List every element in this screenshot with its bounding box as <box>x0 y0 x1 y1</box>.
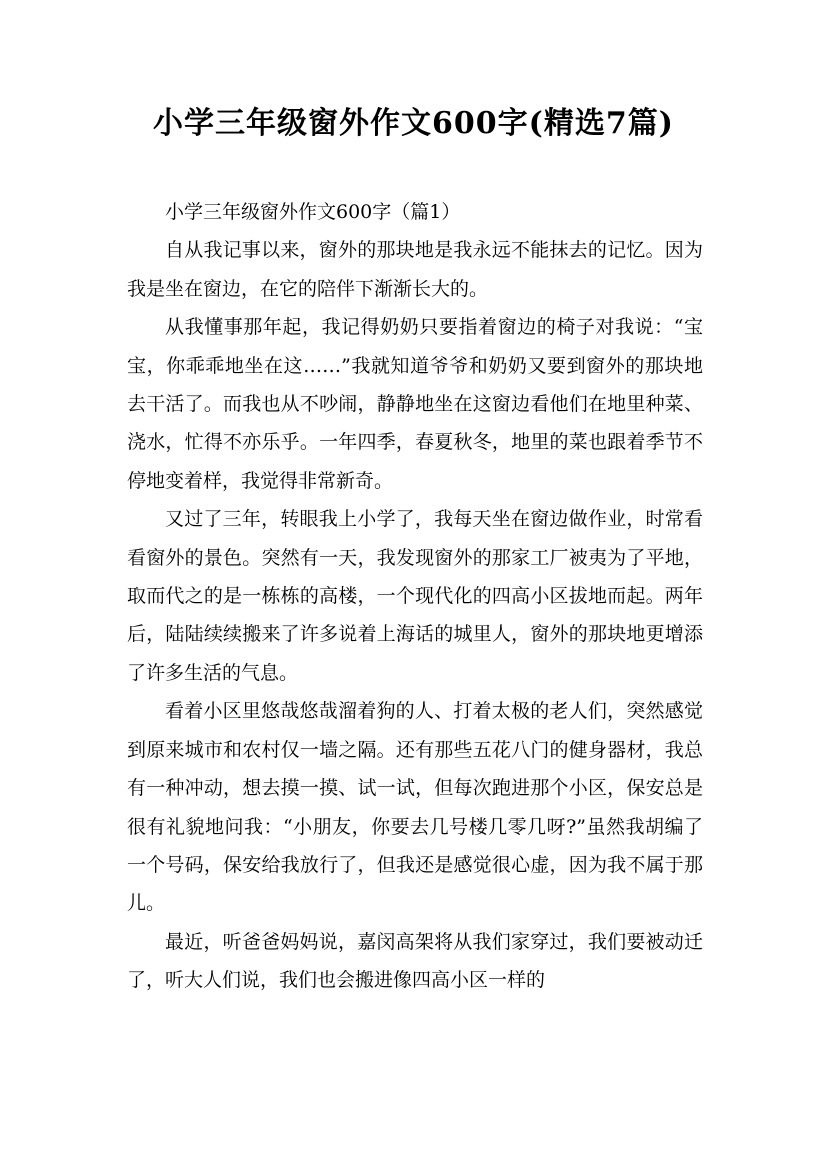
paragraph-5: 最近，听爸爸妈妈说，嘉闵高架将从我们家穿过，我们要被动迁了，听大人们说，我们也会搬进像四高小区一样的 <box>127 930 703 992</box>
paragraph-4: 看着小区里悠哉悠哉溜着狗的人、打着太极的老人们，突然感觉到原来城市和农村仅一墙之隔。还有那些五花八门的健身器材，我总有一种冲动，想去摸一摸、试一试，但每次跑进那个小区，保安总是很有礼貌地问我：“小朋友，你要去几号楼几零几呀?”虽然我胡编了一个号码，保安给我放行了，但我还是感觉很心虚，因为我不属于那儿。 <box>127 700 703 915</box>
section-heading: 小学三年级窗外作文600字（篇1） <box>165 201 461 223</box>
paragraph-3: 又过了三年，转眼我上小学了，我每天坐在窗边做作业，时常看看窗外的景色。突然有一天，我发现窗外的那家工厂被夷为了平地，取而代之的是一栋栋的高楼，一个现代化的四高小区拔地而起。两年后，陆陆续续搬来了许多说着上海话的城里人，窗外的那块地更增添了许多生活的气息。 <box>127 508 703 684</box>
paragraph-2: 从我懂事那年起，我记得奶奶只要指着窗边的椅子对我说：“宝宝，你乖乖地坐在这……”我就知道爷爷和奶奶又要到窗外的那块地去干活了。而我也从不吵闹，静静地坐在这窗边看他们在地里种菜、浇水，忙得不亦乐乎。一年四季，春夏秋冬，地里的菜也跟着季节不停地变着样，我觉得非常新奇。 <box>127 316 703 492</box>
paragraph-1: 自从我记事以来，窗外的那块地是我永远不能抹去的记忆。因为我是坐在窗边，在它的陪伴下渐渐长大的。 <box>127 239 703 300</box>
document-title: 小学三年级窗外作文600字(精选7篇) <box>153 106 674 141</box>
document-body <box>127 193 703 1000</box>
